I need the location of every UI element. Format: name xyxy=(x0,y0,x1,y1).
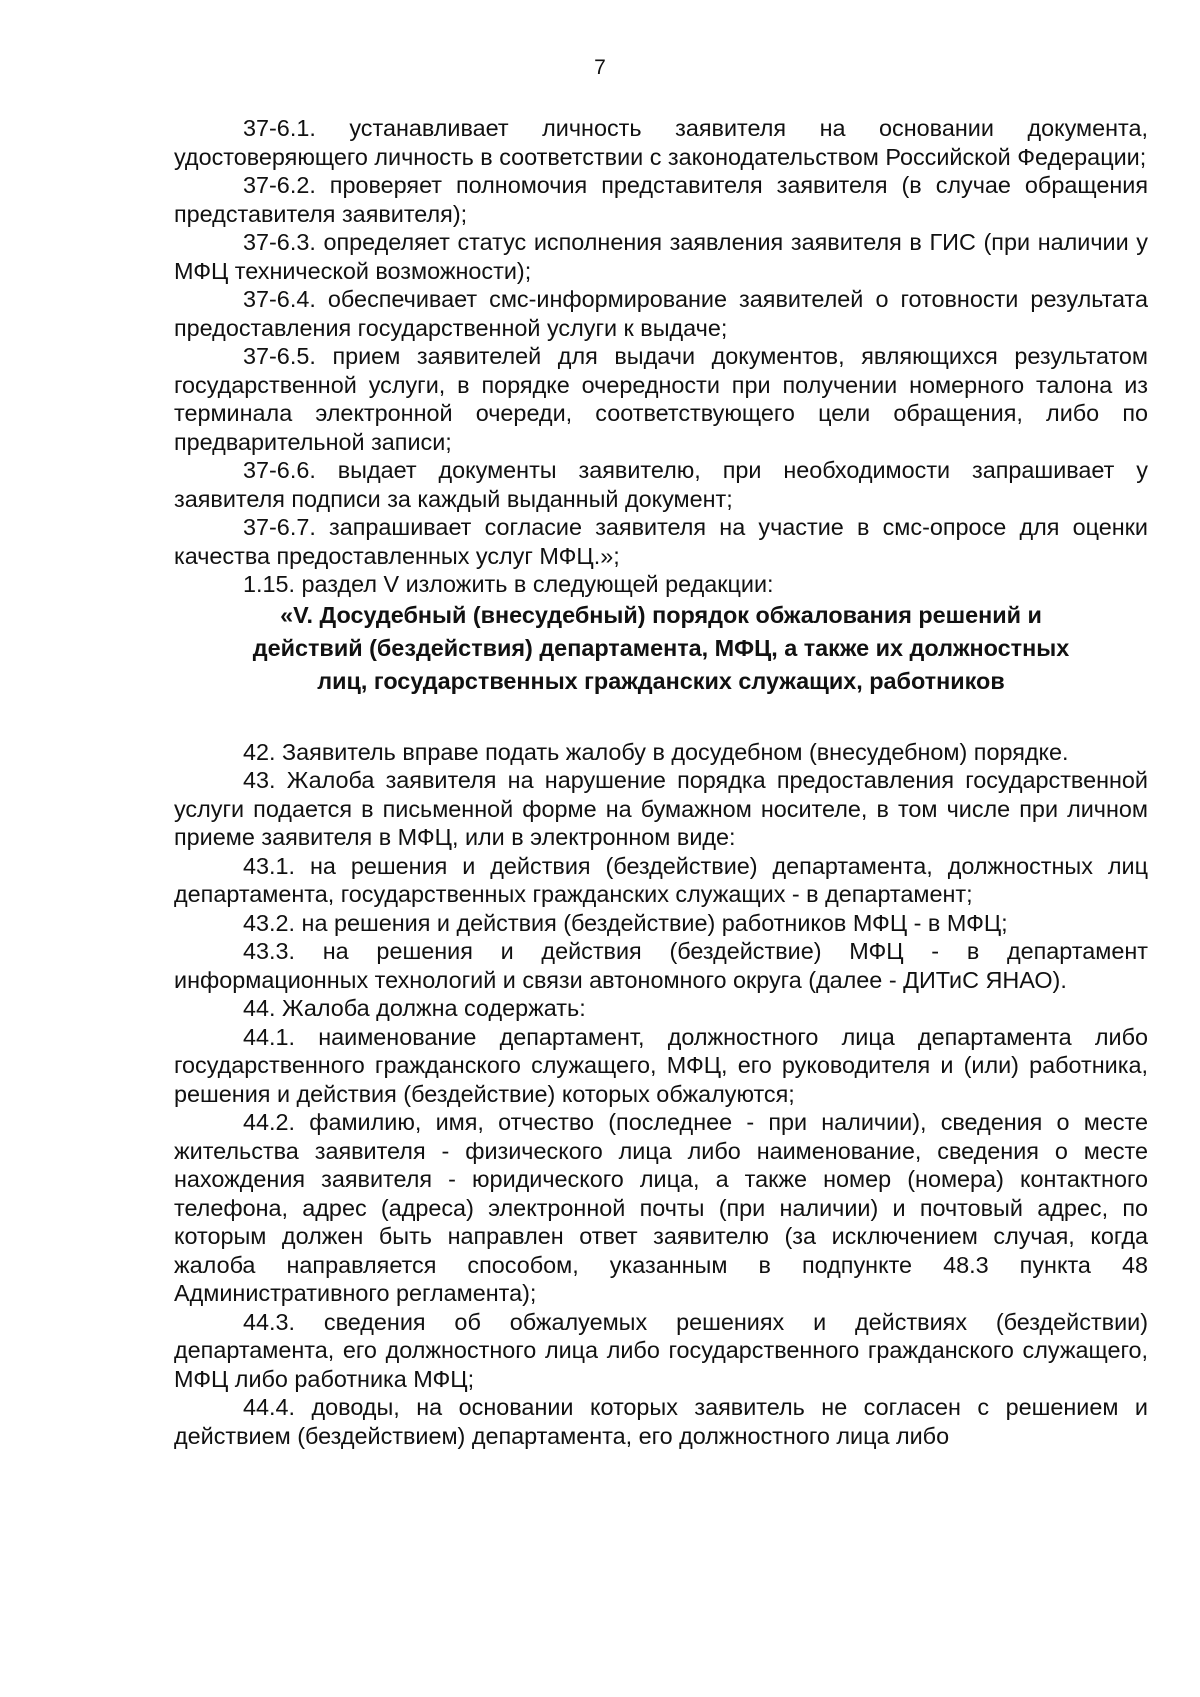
paragraph-43-3: 43.3. на решения и действия (бездействие) МФЦ - в департамент информационных технологий и связи автономного округа (далее - ДИТиС ЯНАО). xyxy=(174,938,1148,993)
page-number: 7 xyxy=(594,56,606,79)
paragraph-37-6-2: 37-6.2. проверяет полномочия представителя заявителя (в случае обращения представителя заявителя); xyxy=(174,172,1148,227)
heading-spacer xyxy=(174,698,1148,738)
paragraph-37-6-4: 37-6.4. обеспечивает смс-информирование заявителей о готовности результата предоставления государственной услуги к выдаче; xyxy=(174,286,1148,341)
paragraph-37-6-3: 37-6.3. определяет статус исполнения заявления заявителя в ГИС (при наличии у МФЦ технической возможности); xyxy=(174,229,1148,284)
paragraph-43-1: 43.1. на решения и действия (бездействие) департамента, должностных лиц департамента, государственных гражданских служащих - в департамент; xyxy=(174,852,1148,907)
paragraph-37-6-5: 37-6.5. прием заявителей для выдачи документов, являющихся результатом государственной услуги, в порядке очередности при получении номерного талона из терминала электронной очереди, соответствующего цели обращения, либо по предварительной записи; xyxy=(174,343,1148,455)
paragraph-37-6-1: 37-6.1. устанавливает личность заявителя на основании документа, удостоверяющего личность в соответствии с законодательством Российской Федерации; xyxy=(174,115,1148,170)
paragraph-37-6-7: 37-6.7. запрашивает согласие заявителя на участие в смс-опросе для оценки качества предоставленных услуг МФЦ.»; xyxy=(174,514,1148,569)
paragraph-44-1: 44.1. наименование департамент, должностного лица департамента либо государственного гражданского служащего, МФЦ, его руководителя и (или) работника, решения и действия (бездействие) которых обжалуются; xyxy=(174,1023,1148,1107)
section-heading xyxy=(174,599,1148,698)
paragraph-37-6-6: 37-6.6. выдает документы заявителю, при необходимости запрашивает у заявителя подписи за каждый выданный документ; xyxy=(174,457,1148,512)
section-heading-line-3: лиц, государственных гражданских служащих, работников xyxy=(317,667,1005,694)
paragraph-43-2: 43.2. на решения и действия (бездействие) работников МФЦ - в МФЦ; xyxy=(243,909,1008,936)
paragraph-42: 42. Заявитель вправе подать жалобу в досудебном (внесудебном) порядке. xyxy=(243,738,1069,765)
document-body xyxy=(174,114,1148,1450)
paragraph-44-3: 44.3. сведения об обжалуемых решениях и действиях (бездействии) департамента, его должностного лица либо государственного гражданского служащего, МФЦ либо работника МФЦ; xyxy=(174,1308,1148,1392)
paragraph-44-2: 44.2. фамилию, имя, отчество (последнее - при наличии), сведения о месте жительства заявителя - физического лица либо наименование, сведения о месте нахождения заявителя - юридического лица, а также номер (номера) контактного телефона, адрес (адреса) электронной почты (при наличии) и почтовый адрес, по которым должен быть направлен ответ заявителю (за исключением случая, когда жалоба направляется способом, указанным в подпункте 48.3 пункта 48 Административного регламента); xyxy=(174,1109,1148,1306)
paragraph-43: 43. Жалоба заявителя на нарушение порядка предоставления государственной услуги подается в письменной форме на бумажном носителе, в том числе при личном приеме заявителя в МФЦ, или в электронном виде: xyxy=(174,767,1148,850)
paragraph-44-4: 44.4. доводы, на основании которых заявитель не согласен с решением и действием (бездействием) департамента, его должностного лица либо xyxy=(174,1394,1148,1449)
paragraph-44: 44. Жалоба должна содержать: xyxy=(243,995,586,1021)
section-heading-line-2: действий (бездействия) департамента, МФЦ, а также их должностных xyxy=(252,634,1070,661)
section-heading-line-1: «V. Досудебный (внесудебный) порядок обжалования решений и xyxy=(280,601,1042,628)
paragraph-1-15: 1.15. раздел V изложить в следующей редакции: xyxy=(243,571,774,597)
